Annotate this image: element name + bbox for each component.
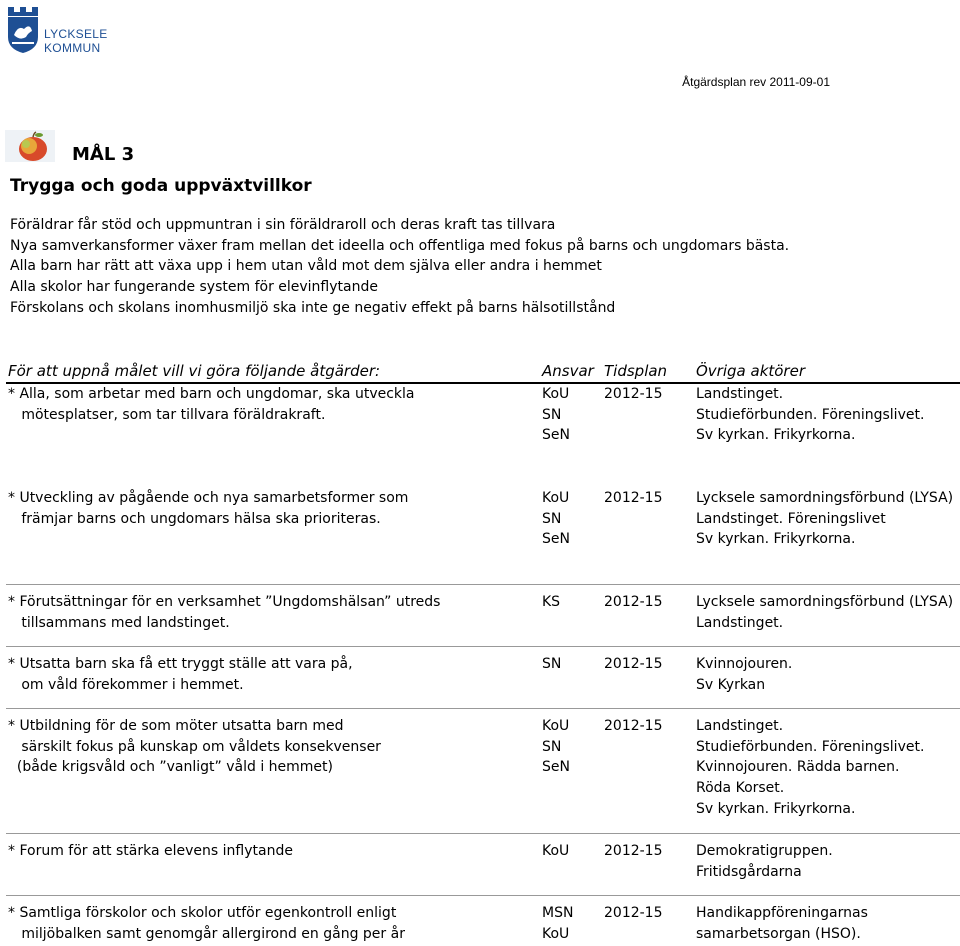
action-cell [8,903,405,944]
action-cell [8,716,381,778]
timeline-cell [604,384,663,405]
timeline-cell-line: 2012-15 [604,905,663,921]
others-cell-line: Studieförbunden. Föreningslivet. [696,406,925,423]
action-cell-line: om våld förekommer i hemmet. [8,676,244,693]
responsible-cell [542,903,573,944]
goal-line: Nya samverkansformer växer fram mellan det ideella och offentliga med fokus på barns och ungdomars bästa. [10,237,790,254]
timeline-cell-line: 2012-15 [604,843,663,859]
apple-icon [5,130,55,162]
action-cell-line: * Förutsättningar för en verksamhet ”Ungdomshälsan” utreds [8,594,441,610]
timeline-cell [604,592,663,613]
responsible-cell-line: SN [542,406,562,423]
coat-of-arms-icon [6,7,40,53]
action-cell-line: tillsammans med landstinget. [8,614,230,631]
responsible-cell [542,654,561,675]
timeline-cell [604,488,663,509]
action-cell-line: * Samtliga förskolor och skolor utför egenkontroll enligt [8,905,397,921]
others-cell-line: Sv Kyrkan [696,676,766,693]
others-cell [696,654,792,695]
action-cell-line: miljöbalken samt genomgår allergirond en gång per år [8,925,405,942]
responsible-cell-line: KoU [542,843,570,859]
others-cell-line: Handikappföreningarnas [696,905,868,921]
others-cell-line: Fritidsgårdarna [696,863,802,880]
header-timeline: Tidsplan [604,362,668,380]
goal-description [10,215,789,319]
others-cell-line: Sv kyrkan. Frikyrkorna. [696,427,856,444]
timeline-cell-line: 2012-15 [604,490,663,506]
responsible-cell [542,488,570,550]
goal-line: Förskolans och skolans inomhusmiljö ska inte ge negativ effekt på barns hälsotillstånd [10,299,616,316]
responsible-cell-line: KoU [542,490,570,506]
timeline-cell [604,903,663,924]
responsible-cell-line: SN [542,510,562,527]
action-cell-line: * Utsatta barn ska få ett tryggt ställe att vara på, [8,656,353,672]
header-others: Övriga aktörer [696,362,805,380]
apple-image [5,130,55,162]
action-cell-line: (både krigsvåld och ”vanligt” våld i hemmet) [8,759,333,776]
timeline-cell [604,654,663,675]
action-cell [8,841,293,862]
others-cell-line: Studieförbunden. Föreningslivet. [696,738,925,755]
document-reference: Åtgärdsplan rev 2011-09-01 [682,75,830,89]
others-cell-line: Röda Korset. [696,780,785,797]
action-cell-line: * Forum för att stärka elevens inflytande [8,843,293,859]
row-divider [6,895,960,896]
others-cell-line: Lycksele samordningsförbund (LYSA) [696,594,954,610]
timeline-cell-line: 2012-15 [604,386,663,402]
action-cell-line: mötesplatser, som tar tillvara föräldrakraft. [8,406,326,423]
goal-line: Alla barn har rätt att växa upp i hem utan våld mot dem själva eller andra i hemmet [10,258,602,275]
responsible-cell-line: MSN [542,905,574,921]
responsible-cell [542,841,569,862]
others-cell-line: Lycksele samordningsförbund (LYSA) [696,490,954,506]
action-cell [8,654,353,695]
action-cell-line: särskilt fokus på kunskap om våldets konsekvenser [8,738,381,755]
others-cell [696,716,924,819]
others-cell-line: Landstinget. [696,718,784,734]
timeline-cell [604,716,663,737]
logo-line-2: KOMMUN [44,41,101,55]
logo-line-1: LYCKSELE [44,27,108,41]
row-divider [6,833,960,834]
others-cell-line: Landstinget. Föreningslivet [696,510,886,527]
responsible-cell-line: KoU [542,718,570,734]
action-cell [8,384,415,425]
responsible-cell-line: KS [542,594,561,610]
timeline-cell [604,841,663,862]
responsible-cell-line: SeN [542,427,570,444]
action-cell-line: * Alla, som arbetar med barn och ungdomar, ska utveckla [8,386,415,402]
row-divider [6,584,960,585]
responsible-cell-line: SN [542,656,562,672]
others-cell-line: Landstinget. [696,614,784,631]
others-cell-line: Kvinnojouren. [696,656,793,672]
action-cell-line: * Utbildning för de som möter utsatta barn med [8,718,344,734]
row-divider [6,646,960,647]
responsible-cell-line: SeN [542,531,570,548]
action-cell [8,592,440,633]
action-cell-line: * Utveckling av pågående och nya samarbetsformer som [8,490,409,506]
goal-number: MÅL 3 [72,144,135,165]
responsible-cell [542,384,570,446]
goal-line: Föräldrar får stöd och uppmuntran i sin föräldraroll och deras kraft tas tillvara [10,217,556,233]
responsible-cell [542,716,570,778]
others-cell [696,841,833,882]
header-action: För att uppnå målet vill vi göra följande åtgärder: [8,362,381,380]
others-cell [696,488,953,550]
timeline-cell-line: 2012-15 [604,718,663,734]
others-cell-line: Landstinget. [696,386,784,402]
others-cell-line: Sv kyrkan. Frikyrkorna. [696,800,856,817]
goal-line: Alla skolor har fungerande system för elevinflytande [10,279,378,296]
others-cell-line: samarbetsorgan (HSO). [696,925,861,942]
responsible-cell-line: KoU [542,925,570,942]
timeline-cell-line: 2012-15 [604,594,663,610]
others-cell-line: Sv kyrkan. Frikyrkorna. [696,531,856,548]
responsible-cell [542,592,560,613]
timeline-cell-line: 2012-15 [604,656,663,672]
responsible-cell-line: SeN [542,759,570,776]
others-cell [696,903,868,944]
action-cell [8,488,408,529]
responsible-cell-line: KoU [542,386,570,402]
row-divider [6,708,960,709]
goal-title: Trygga och goda uppväxtvillkor [10,176,312,196]
others-cell [696,592,953,633]
others-cell-line: Kvinnojouren. Rädda barnen. [696,759,900,776]
others-cell [696,384,924,446]
municipality-logo [6,5,116,63]
others-cell-line: Demokratigruppen. [696,843,833,859]
action-cell-line: främjar barns och ungdomars hälsa ska prioriteras. [8,510,381,527]
header-responsible: Ansvar [542,362,594,380]
responsible-cell-line: SN [542,738,562,755]
